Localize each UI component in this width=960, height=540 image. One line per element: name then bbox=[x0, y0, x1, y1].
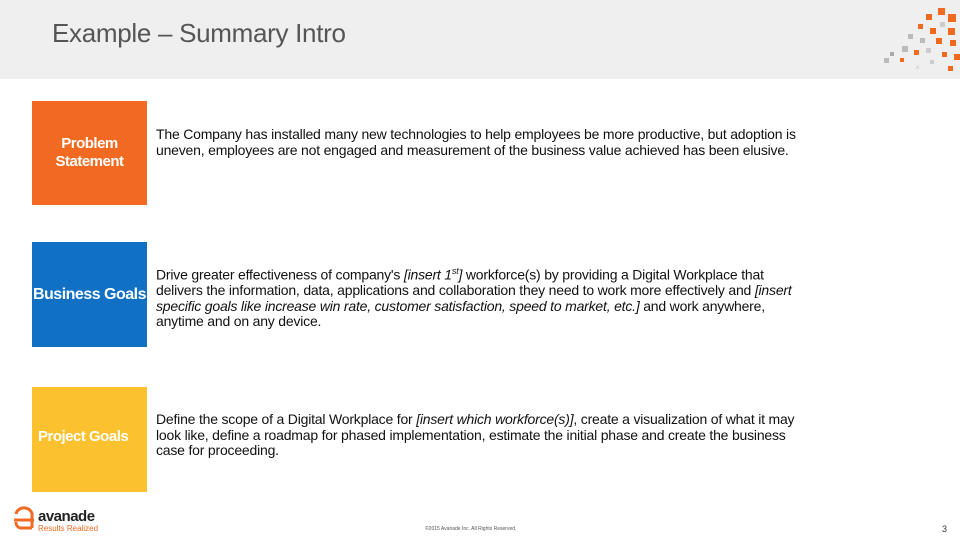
placeholder-text: [insert which workforce(s)] bbox=[416, 411, 574, 427]
text-segment: Define the scope of a Digital Workplace for bbox=[156, 411, 417, 427]
text-segment: , create a visualization of what it may look like, define a roadmap for phased implementation, estimate the initial phase and create the business case for proceeding. bbox=[156, 411, 795, 458]
placeholder-text: ] bbox=[458, 266, 463, 283]
business-goals-text bbox=[156, 264, 806, 330]
copyright: ©2015 Avanade Inc. All Rights Reserved. bbox=[425, 526, 517, 532]
logo-name: avanade bbox=[38, 508, 95, 525]
page-title: Example – Summary Intro bbox=[52, 18, 346, 48]
text-segment: and work anywhere, anytime and on any device. bbox=[156, 297, 765, 330]
problem-statement-label: Problem Statement bbox=[32, 101, 147, 205]
text-segment: Drive greater effectiveness of company's bbox=[156, 266, 404, 283]
decorative-dots-icon bbox=[830, 0, 960, 79]
placeholder-text: [insert specific goals like increase win rate, customer satisfaction, speed to market, etc.] bbox=[156, 282, 792, 314]
avanade-logo-icon bbox=[12, 506, 36, 532]
business-goals-label: Business Goals bbox=[32, 242, 147, 347]
problem-statement-text: The Company has installed many new technologies to help employees be more productive, but adoption is uneven, employees are not engaged and measurement of the business value achieved has been elusive. bbox=[156, 126, 796, 158]
placeholder-text: [insert 1 bbox=[403, 266, 452, 283]
header-bar bbox=[0, 0, 960, 79]
text-segment: workforce(s) by providing a Digital Workplace that delivers the information, data, applications and collaboration they need to work more effectively and bbox=[156, 266, 764, 299]
superscript: st bbox=[451, 266, 459, 276]
project-goals-text bbox=[156, 412, 806, 459]
project-goals-label: Project Goals bbox=[38, 428, 129, 445]
page-number: 3 bbox=[942, 524, 948, 534]
logo-tagline: Results Realized bbox=[38, 524, 99, 533]
